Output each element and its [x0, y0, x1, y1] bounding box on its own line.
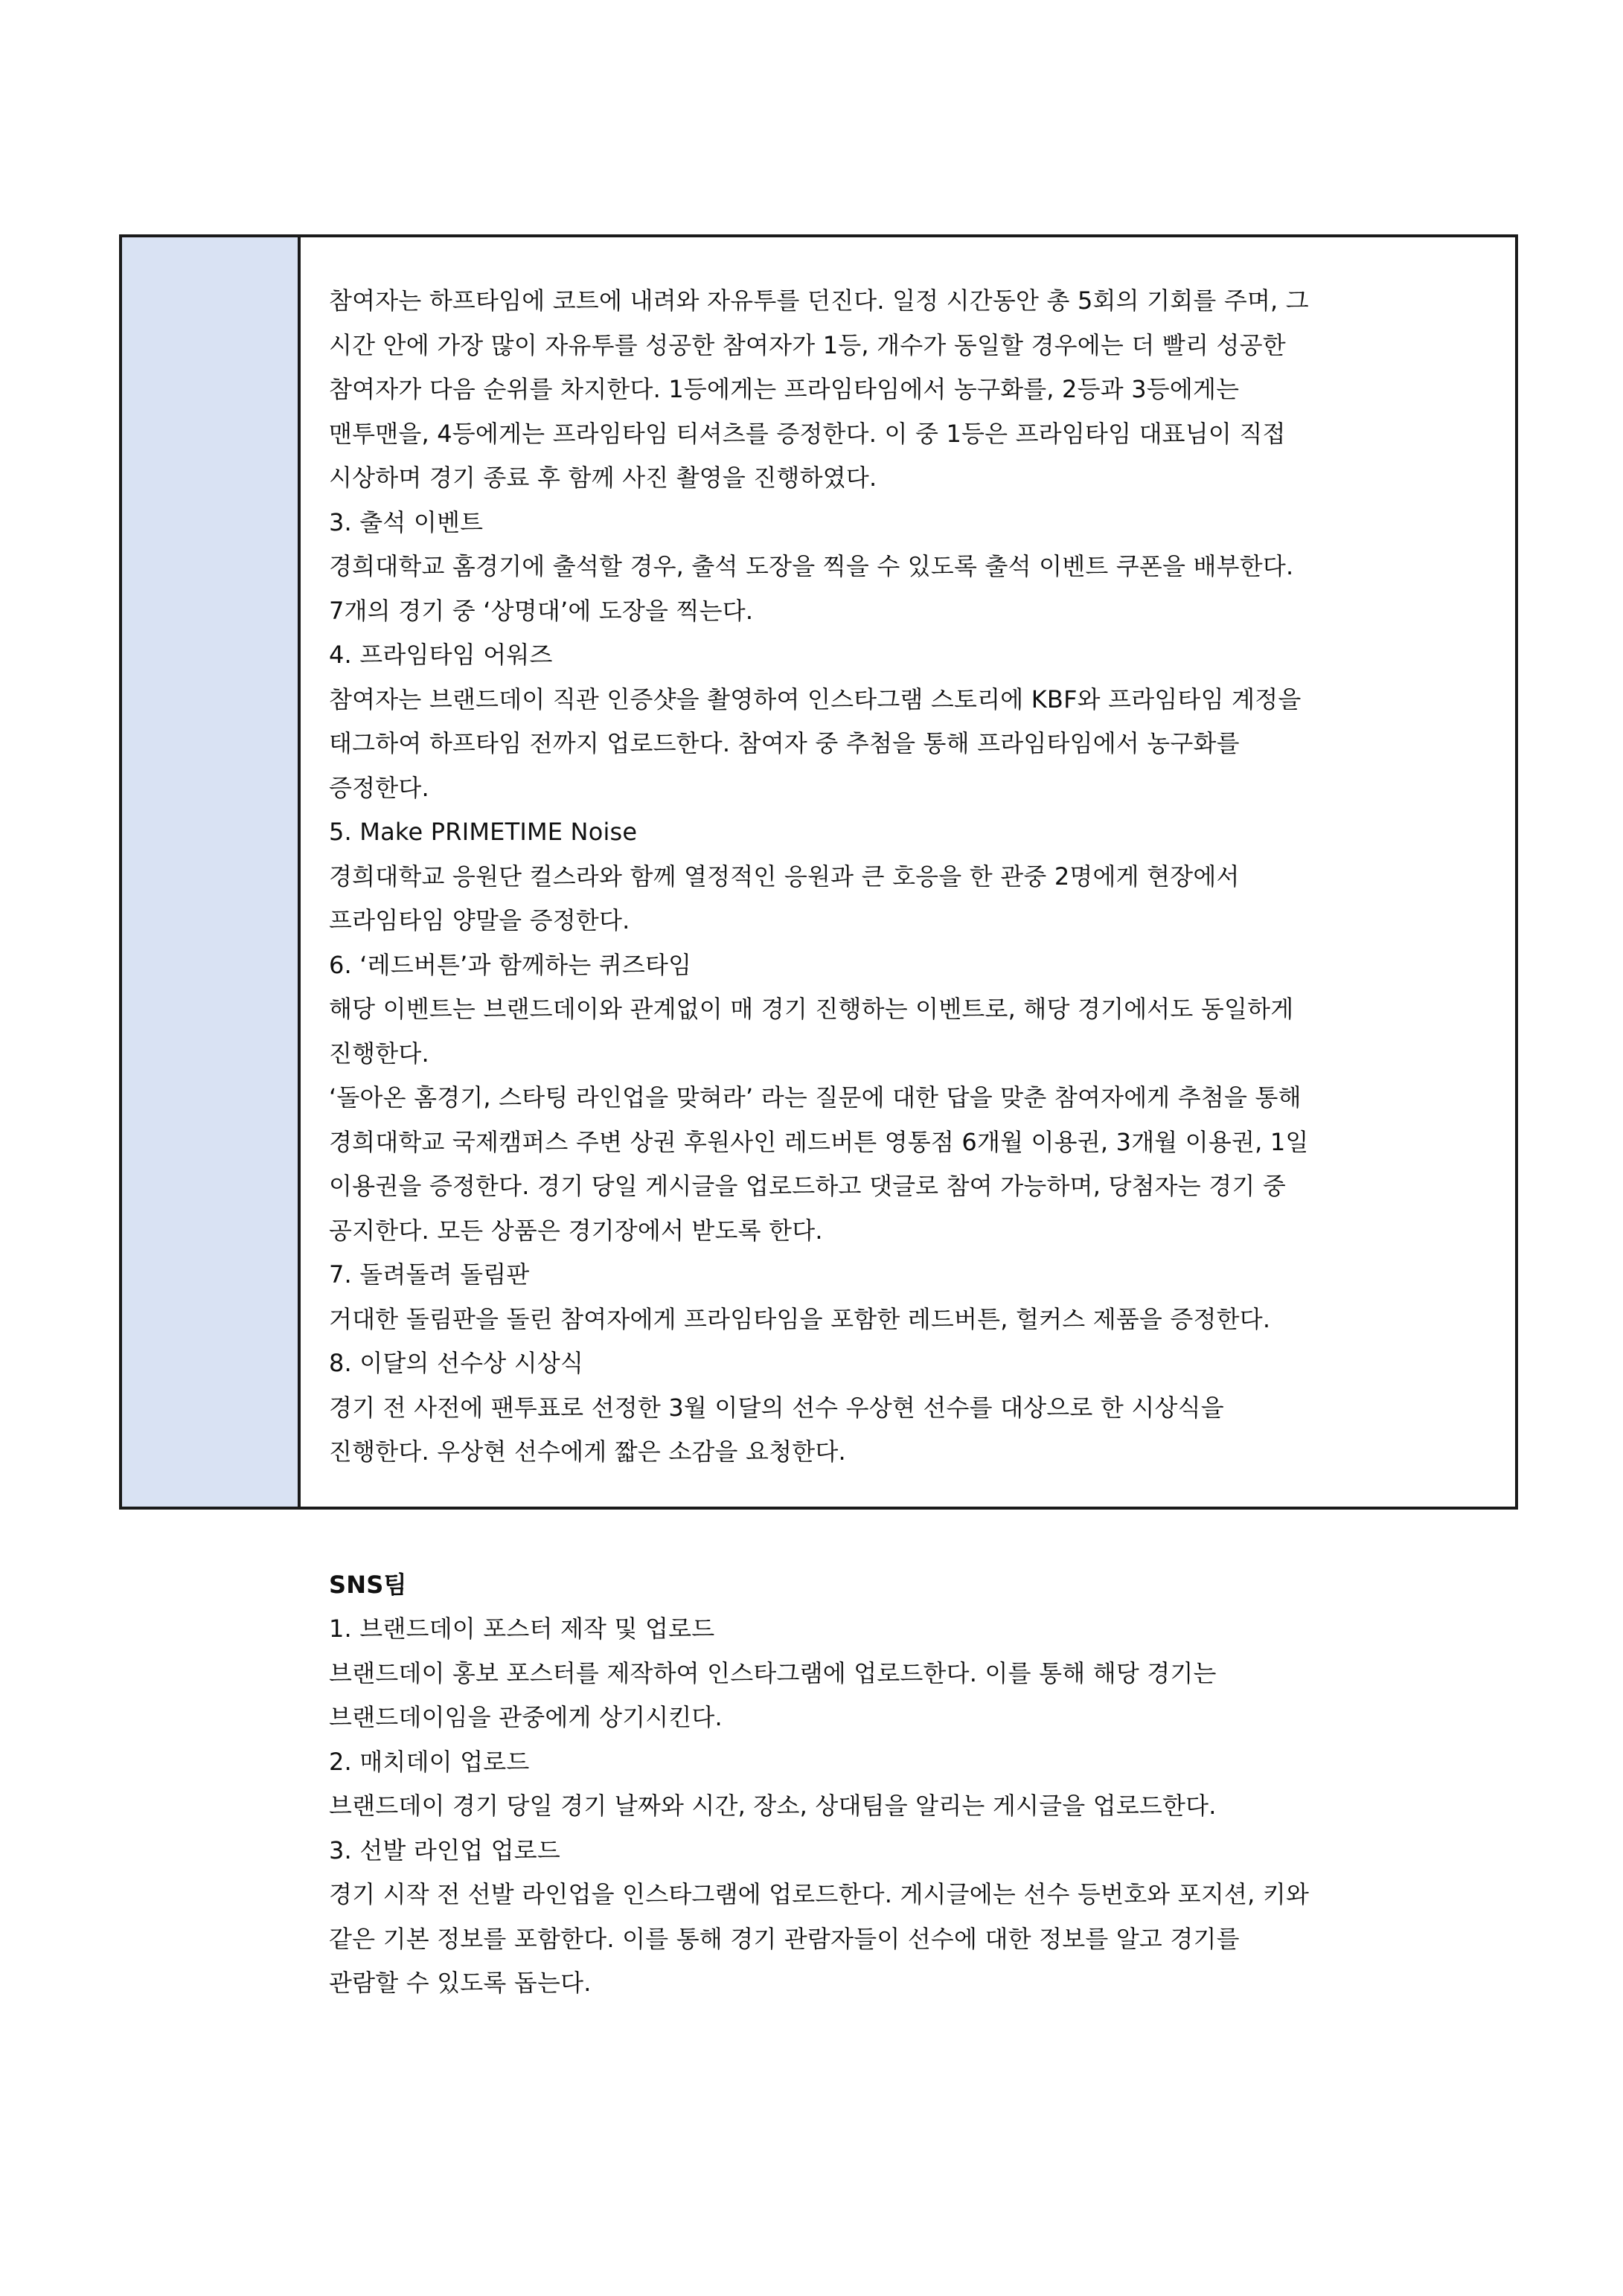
text-line: 5. Make PRIMETIME Noise: [329, 818, 638, 846]
blank-line: [329, 1475, 1500, 1519]
text-line: 같은 기본 정보를 포함한다. 이를 통해 경기 관람자들이 선수에 대한 정보를 알고 경기를: [329, 1924, 1240, 1953]
blank-line: [329, 1519, 1500, 1563]
text-line: 거대한 돌림판을 돌린 참여자에게 프라임타임을 포함한 레드버튼, 헐커스 제품을 증정한다.: [329, 1304, 1271, 1333]
text-line: 진행한다. 우상현 선수에게 짧은 소감을 요청한다.: [329, 1437, 846, 1466]
text-line: 경기 전 사전에 팬투표로 선정한 3월 이달의 선수 우상현 선수를 대상으로 한 시상식을: [329, 1393, 1224, 1422]
sns-team-block: [329, 1607, 1500, 2006]
text-line: 브랜드데이 홍보 포스터를 제작하여 인스타그램에 업로드한다. 이를 통해 해당 경기는: [329, 1658, 1217, 1687]
text-line: 공지한다. 모든 상품은 경기장에서 받도록 한다.: [329, 1216, 823, 1245]
text-line: 7개의 경기 중 ‘상명대’에 도장을 찍는다.: [329, 596, 754, 625]
text-line: 진행한다.: [329, 1039, 429, 1068]
event-description-block: [329, 279, 1500, 1475]
text-line: 해당 이벤트는 브랜드데이와 관계없이 매 경기 진행하는 이벤트로, 해당 경기에서도 동일하게: [329, 995, 1294, 1023]
table-label-cell: [122, 237, 301, 1507]
text-line: 경희대학교 응원단 컬스라와 함께 열정적인 응원과 큰 호응을 한 관중 2명에게 현장에서: [329, 862, 1240, 891]
text-line: 브랜드데이임을 관중에게 상기시킨다.: [329, 1703, 723, 1731]
sns-team-heading: SNS팀: [329, 1570, 407, 1599]
text-line: 시간 안에 가장 많이 자유투를 성공한 참여자가 1등, 개수가 동일할 경우에는 더 빨리 성공한: [329, 330, 1286, 359]
document-table: [119, 234, 1518, 1997]
text-line: 3. 선발 라인업 업로드: [329, 1835, 560, 1864]
text-line: 참여자는 하프타임에 코트에 내려와 자유투를 던진다. 일정 시간동안 총 5회의 기회를 주며, 그: [329, 286, 1309, 315]
text-line: 관람할 수 있도록 돕는다.: [329, 1969, 592, 1997]
text-line: 시상하며 경기 종료 후 함께 사진 촬영을 진행하였다.: [329, 464, 877, 492]
text-line: 6. ‘레드버튼’과 함께하는 퀴즈타임: [329, 950, 692, 979]
table-content-cell: [301, 237, 1515, 1997]
text-line: 맨투맨을, 4등에게는 프라임타임 티셔츠를 증정한다. 이 중 1등은 프라임타임 대표님이 직접: [329, 419, 1286, 448]
text-line: 참여자는 브랜드데이 직관 인증샷을 촬영하여 인스타그램 스토리에 KBF와 프라임타임 계정을: [329, 684, 1302, 714]
text-line: 3. 출석 이벤트: [329, 507, 484, 536]
text-line: 경희대학교 국제캠퍼스 주변 상권 후원사인 레드버튼 영통점 6개월 이용권, 3개월 이용권, 1일: [329, 1127, 1309, 1156]
text-line: 이용권을 증정한다. 경기 당일 게시글을 업로드하고 댓글로 참여 가능하며, 당첨자는 경기 중: [329, 1172, 1286, 1200]
text-line: 2. 매치데이 업로드: [329, 1747, 530, 1776]
text-line: 1. 브랜드데이 포스터 제작 및 업로드: [329, 1614, 715, 1643]
text-line: 8. 이달의 선수상 시상식: [329, 1349, 584, 1377]
text-line: 태그하여 하프타임 전까지 업로드한다. 참여자 중 추첨을 통해 프라임타임에서 농구화를: [329, 729, 1240, 757]
text-line: ‘돌아온 홈경기, 스타팅 라인업을 맞혀라’ 라는 질문에 대한 답을 맞춘 참여자에게 추첨을 통해: [329, 1083, 1302, 1112]
text-line: 증정한다.: [329, 773, 429, 802]
text-line: 경기 시작 전 선발 라인업을 인스타그램에 업로드한다. 게시글에는 선수 등번호와 포지션, 키와: [329, 1880, 1310, 1908]
text-line: 7. 돌려돌려 돌림판: [329, 1260, 530, 1289]
text-line: 프라임타임 양말을 증정한다.: [329, 906, 630, 934]
text-line: 참여자가 다음 순위를 차지한다. 1등에게는 프라임타임에서 농구화를, 2등과 3등에게는: [329, 375, 1240, 403]
text-line: 브랜드데이 경기 당일 경기 날짜와 시간, 장소, 상대팀을 알리는 게시글을 업로드한다.: [329, 1792, 1217, 1820]
text-line: 4. 프라임타임 어워즈: [329, 641, 553, 669]
text-line: 경희대학교 홈경기에 출석할 경우, 출석 도장을 찍을 수 있도록 출석 이벤트 쿠폰을 배부한다.: [329, 552, 1294, 580]
